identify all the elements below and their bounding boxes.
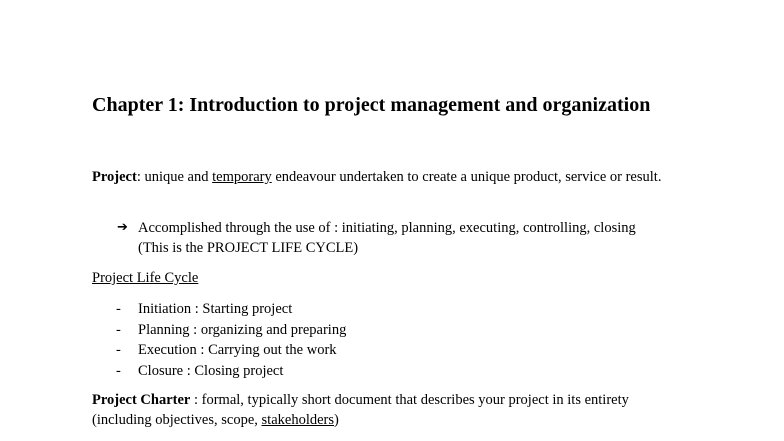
charter-definition — [92, 390, 672, 430]
dash-bullet: - — [116, 362, 121, 379]
project-definition — [92, 167, 672, 187]
charter-underlined-word: stakeholders — [261, 412, 335, 428]
project-term: Project — [92, 169, 137, 185]
dash-bullet: - — [116, 321, 121, 338]
arrow-point-line-2: (This is the PROJECT LIFE CYCLE) — [138, 240, 359, 256]
arrow-point-line-1: Accomplished through the use of : initiating, planning, executing, controlling, closing — [138, 220, 636, 236]
charter-text-before: : formal, typically short document that describes your project in its entirety (including objectives, scope, — [92, 392, 629, 428]
list-item-text: Closure : Closing project — [138, 362, 284, 379]
dash-bullet: - — [116, 301, 121, 317]
charter-text-after: ) — [334, 412, 339, 428]
project-text-after: endeavour undertaken to create a unique product, service or result. — [271, 169, 662, 185]
dash-bullet: - — [116, 342, 121, 358]
list-item-text: Planning : organizing and preparing — [138, 321, 347, 338]
chapter-heading: Chapter 1: Introduction to project management and organization — [92, 94, 651, 116]
list-item-text: Execution : Carrying out the work — [138, 342, 337, 358]
lifecycle-title: Project Life Cycle — [92, 270, 199, 286]
project-underlined-word: temporary — [212, 169, 272, 185]
list-item-text: Initiation : Starting project — [138, 301, 293, 317]
project-text-before: : unique and — [136, 169, 213, 185]
right-arrow-icon: ➔ — [117, 220, 128, 235]
charter-term: Project Charter — [92, 392, 191, 408]
